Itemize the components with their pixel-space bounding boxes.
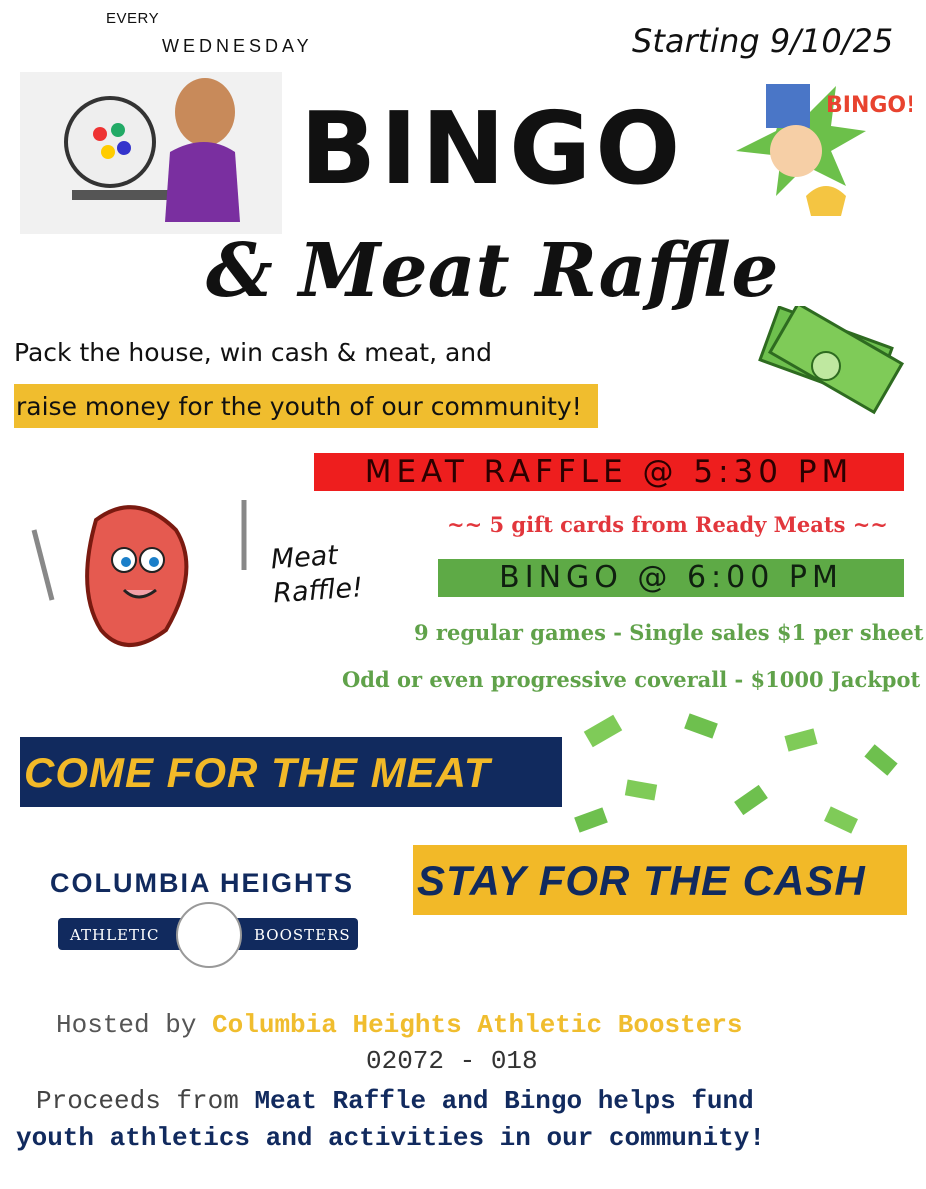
logo-athletic: ATHLETIC [70, 926, 160, 944]
tagline-line1: Pack the house, win cash & meat, and [14, 338, 492, 367]
proceeds-highlight: Meat Raffle and Bingo helps fund [254, 1086, 754, 1116]
columbia-heights-logo [26, 860, 386, 970]
stay-for-cash-banner: STAY FOR THE CASH [413, 845, 907, 915]
hosted-by-line [56, 1010, 743, 1040]
bingo-caller-illustration [20, 72, 282, 234]
gift-cards-text: ~~ 5 gift cards from Ready Meats ~~ [447, 512, 888, 537]
meat-raffle-time-banner: MEAT RAFFLE @ 5:30 PM [314, 453, 904, 491]
proceeds-line2: youth athletics and activities in our community! [16, 1123, 765, 1153]
logo-boosters: BOOSTERS [254, 926, 351, 944]
meat-raffle-callout: Meat Raffle! [269, 539, 364, 610]
steak-character-illustration [26, 490, 266, 670]
money-stack-illustration [756, 306, 910, 416]
license-number: 02072 - 018 [366, 1046, 538, 1076]
every-label: EVERY [106, 10, 160, 27]
come-for-meat-banner: COME FOR THE MEAT [20, 737, 562, 807]
proceeds-line1 [36, 1086, 754, 1116]
meat-raffle-title: & Meat Raffle [206, 228, 779, 314]
progressive-jackpot-text: Odd or even progressive coverall - $1000 Jackpot [342, 667, 921, 692]
boosters-seal-icon [176, 902, 242, 968]
svg-text:BINGO!: BINGO! [826, 93, 912, 118]
flying-money-illustration [566, 712, 916, 842]
bingo-time-banner: BINGO @ 6:00 PM [438, 559, 904, 597]
hosted-prefix: Hosted by [56, 1010, 197, 1040]
wednesday-label: WEDNESDAY [162, 36, 313, 56]
start-date: Starting 9/10/25 [632, 22, 894, 60]
tagline-line2: raise money for the youth of our community! [14, 384, 598, 428]
bingo-title: BINGO [300, 90, 685, 207]
logo-name: COLUMBIA HEIGHTS [50, 868, 354, 898]
regular-games-text: 9 regular games - Single sales $1 per sheet [414, 620, 924, 645]
bingo-girl-illustration [726, 76, 912, 216]
proceeds-prefix: Proceeds from [36, 1086, 239, 1116]
hosted-org: Columbia Heights Athletic Boosters [212, 1010, 743, 1040]
